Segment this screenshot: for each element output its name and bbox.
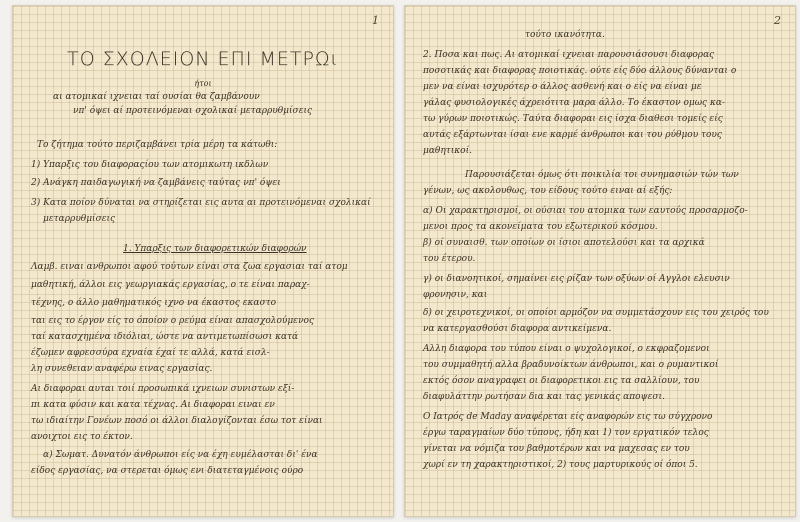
text-line: τω ιδιαίτην Γονέων ποσό οι άλλοι διαλογίζονται έσω τοτ είναι <box>31 416 323 426</box>
text-line: 2. Ποσα και πως. Αι ατομικαί ιχνειαι παρουσιάσουσι διαφορας <box>423 50 715 60</box>
text-line: πι κατα φύσιν και κατα τέχνας. Αι διαφοραι ειναι εν <box>31 400 275 410</box>
manuscript-page-left <box>12 5 394 517</box>
text-line: γάλας φυσιολογικές άχρειότιτα μαρα άλλο. Το έκαστον ομως κα- <box>423 98 725 108</box>
section-heading: 1. Υπαρξις των διαφορετικών διαφορών <box>123 244 307 254</box>
text-line: ανοιχτοι εις το έκτον. <box>31 432 133 442</box>
text-line: Αλλη διαφορα του τύπου είναι ο ψυχολογικοί, ο εκφραζομενοι <box>423 344 710 354</box>
text-line: είδος εργασίας, να στερεται όμως ενι διατεταγμένοις ούρο <box>31 466 304 476</box>
text-line: 3) Κατα ποίον δύναται να στηρίζεται εις αυτα αι προτεινόμεναι σχολικαί <box>31 198 371 208</box>
text-line: φρονησιν, και <box>423 290 488 300</box>
text-line: Λαμβ. ειναι ανθρωποι αφού τούτων είναι στα ζωα εργασιαι ταί ατομ <box>31 262 348 272</box>
text-line: τούτο ικανότητα. <box>525 30 605 40</box>
text-line: λη συνεθειαν αναφέρω εινας εργασίας. <box>31 364 213 374</box>
text-line: ται εις το έργον είς το όποίον ο ρεύμα είναι απασχολούμενος <box>31 316 315 326</box>
text-line: Παρουσιάζεται όμως ότι ποικιλία τοι συνημασιών τών των <box>465 170 739 180</box>
text-line: εκτός όσον αναγραφει οι διαφορετικοι εις τα σαλλίουν, του <box>423 376 700 386</box>
text-line: β) οί συναισθ. των οποίων οι ίσιοι αποτελούσι και τα αρχικά <box>423 238 705 248</box>
text-line: μεταρρυθμίσεις <box>43 214 116 224</box>
text-line: γ) οι διανοητικοί, σημαίνει εις ρίζαν των οξύων οί Αγγλοι ελευσιν <box>423 274 730 284</box>
text-line: τέχνης, ο άλλο μαθηματικός ιχνο να έκαστος εκαστο <box>31 298 277 308</box>
text-line: Το ζήτημα τούτο περιζαμβάνει τρία μέρη τα κάτωθι: <box>37 140 278 150</box>
text-line: μαθητική, άλλοι εις γεωργιακάς εργασίας, ο τε είναι παραχ- <box>31 280 310 290</box>
text-line: Αι διαφοραι αυται τοιί προσωπικά ιχνειων συνιστων εξί- <box>31 384 295 394</box>
manuscript-page-right <box>404 5 796 517</box>
text-line: αυτάς εξάρτωνται ίσαι ενε καρμέ άνθρωποι και του ρύθμου τους <box>423 130 722 140</box>
text-line: έζωμεν αφρεσσύρα εχναία έχαί τε αλλά, κατά εισλ- <box>31 348 270 358</box>
text-line: του έτερου. <box>423 254 476 264</box>
text-line: έργω ταραγμαίων δύο τύπους, ήδη και 1) τον εργατικόν τελος <box>423 428 709 438</box>
text-line: ταί κατασχημένα ιδιόλιαι, ώστε να αντιμετωπίσωσι κατά <box>31 332 299 342</box>
text-line: δ) οι χειροτεχνικοί, οι οποίοι αρμόζον να συμμετάσχουν εις του χειρός του <box>423 308 769 318</box>
text-line: διαφυλάττην ρωτήσαν δια και τας γενικάς αποψεσι. <box>423 392 665 402</box>
text-line: του συμμαθητή αλλα βραδυνοίκτων άνθρωποι, και ο ρυμαντικοί <box>423 360 719 370</box>
text-line: μαθητικοί. <box>423 146 472 156</box>
text-line: α) Σωματ. Δυνατόν άνθρωποι είς να έχη ευμέλασται δι' ένα <box>43 450 318 460</box>
text-line: Ο Ιατρός de Maday αναφέρεται είς αναφορών εις τω σύγχρονο <box>423 412 713 422</box>
page-number: 2 <box>774 14 781 27</box>
text-line: τω γύρων ποιοτικώς. Ταύτα διαφοραι εις ίσχα διαθεσι τομείς είς <box>423 114 723 124</box>
text-line: να κατεργασθούσι διαφορα αντικείμενα. <box>423 324 612 334</box>
text-line: ποσοτικάς και διαφορας ποιοτικάς. ούτε είς δύο άλλους δύνανται ο <box>423 66 737 76</box>
page-number: 1 <box>372 14 379 27</box>
text-line: μενοι προς τα ακονείματα του εξωτερικού κόσμου. <box>423 222 658 232</box>
text-line: α) Οι χαρακτηρισμοί, οι ούσιαι του ατομικα των εαυτούς προσαρμοζο- <box>423 206 748 216</box>
text-line: 1) Υπαρξις του διαφοραςίου των ατομικωτη ικδλων <box>31 160 269 170</box>
text-line: μεν να είναι ισχυρότερ ο άλλος ασθενή και ο είς να είναι με <box>423 82 702 92</box>
page-title: ΤΟ ΣΧΟΛΕΙΟΝ ΕΠΙ ΜΕΤΡΩι <box>67 48 339 70</box>
text-line: νπ' όψει αί προτεινόμεναι σχολικαί μεταρρυθμίσεις <box>73 106 313 116</box>
text-line: 2) Ανάγκη παιδαγωγική να ζαμβάνεις ταύτας νπ' όψει <box>31 178 281 188</box>
text-line: αι ατομικαί ιχνειαι ταί ουσίαι θα ζαμβάνουν <box>53 92 260 102</box>
text-line: χωρί εν τη χαρακτηριστικοί, 2) τους μαρτυρικούς οί όποι 5. <box>423 460 698 470</box>
subtitle-word: ήτοι <box>194 79 212 88</box>
text-line: γίνεται να νόμιζα του βαθμοτέρων και να μαχεσας εν του <box>423 444 690 454</box>
text-line: γένων, ως ακολουθως, του είδους τούτο ειναι αί εξής: <box>423 186 673 196</box>
